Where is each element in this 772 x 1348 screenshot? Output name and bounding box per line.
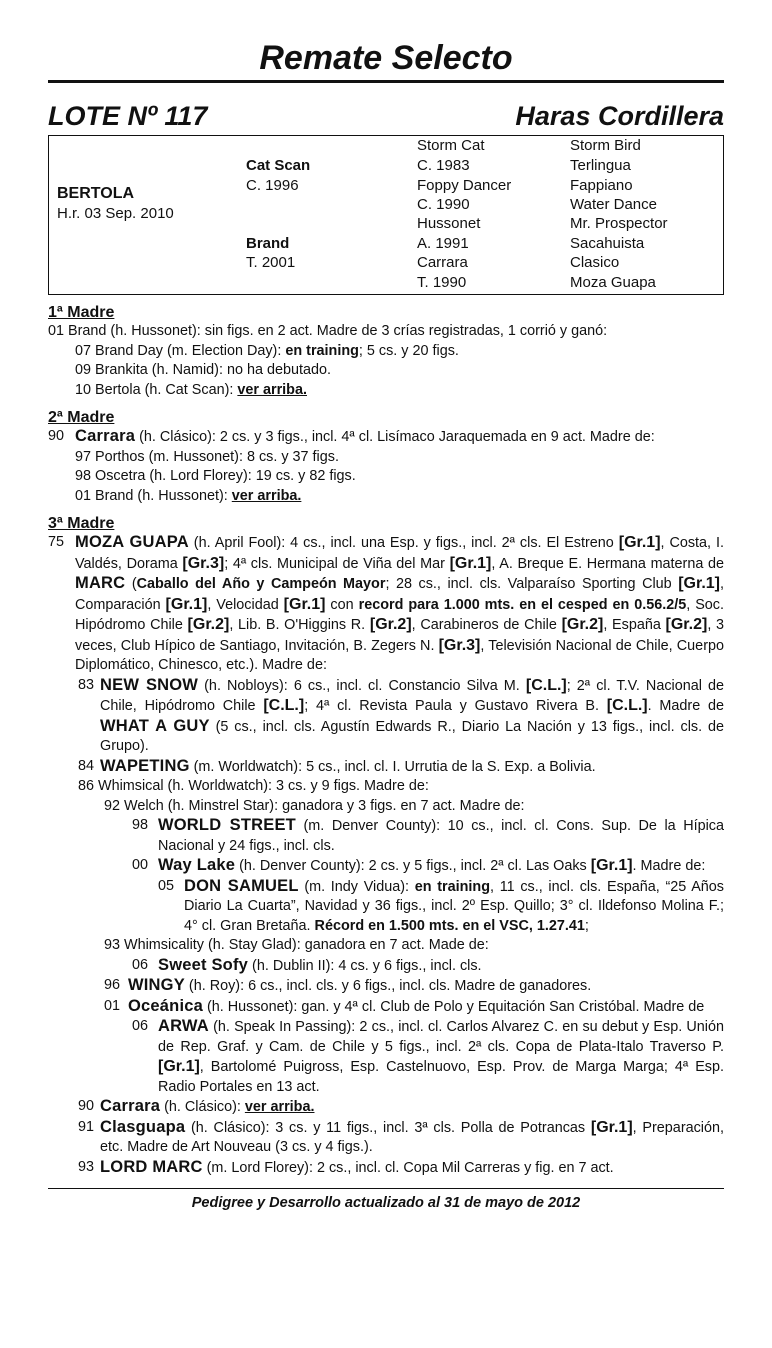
dam-dam-info: T. 1990 xyxy=(417,274,467,291)
see-above-link: ver arriba. xyxy=(231,487,302,504)
entry-line: 92 Welch (h. Minstrel Star): ganadora y 3 figs. en 7 act. Madre de: xyxy=(104,797,525,814)
section-title: 1ª Madre xyxy=(48,304,115,321)
entry-line: 06 Sweet Sofy (h. Dublin II): 4 cs. y 6 figs., incl. cls. xyxy=(132,955,482,974)
entry-line: 01 Brand (h. Hussonet): ver arriba. xyxy=(75,487,302,504)
status-text: en training xyxy=(285,342,359,359)
entry-line: 07 Brand Day (m. Election Day): en training; 5 cs. y 20 figs. xyxy=(75,342,459,359)
entry-line: 93 LORD MARC (m. Lord Florey): 2 cs., incl. cl. Copa Mil Carreras y fig. en 7 act. xyxy=(78,1157,614,1176)
footer-note: Pedigree y Desarrollo actualizado al 31 de mayo de 2012 xyxy=(191,1195,581,1211)
entry-line: 86 Whimsical (h. Worldwatch): 3 cs. y 9 figs. Madre de: xyxy=(78,778,429,794)
horse-name: ARWA xyxy=(158,1017,209,1035)
dam-dam-name: Carrara xyxy=(417,254,468,271)
entry-line: 98 Oscetra (h. Lord Florey): 19 cs. y 82 figs. xyxy=(75,468,356,484)
gen4-ancestor: Sacahuista xyxy=(570,235,645,252)
gen4-ancestor: Terlingua xyxy=(570,157,631,174)
entry-line: 90 Carrara (h. Clásico): ver arriba. xyxy=(78,1097,315,1115)
gen4-ancestor: Moza Guapa xyxy=(570,274,656,291)
entry-line: 93 Whimsicality (h. Stay Glad): ganadora en 7 act. Made de: xyxy=(104,937,489,953)
lot-number: LOTE Nº 117 xyxy=(48,101,208,131)
entry-line: 75 MOZA GUAPA (h. April Fool): 4 cs., incl. una Esp. y figs., incl. 2ª cls. El Estreno [Gr.1], Costa, I. Valdés, Dorama [Gr.3]; 4ª cls. Municipal de Viña del Mar [Gr.1], A. Breque E. Hermana materna de MARC (Caballo del Año y Campeón Mayor; 28 cs., incl. cls. Valparaíso Sporting Club [Gr.1], Comparación [Gr.1], Velocidad [Gr.1] con record para 1.000 mts. en el cesped en 0.56.2/5, Soc. Hipódromo Chile [Gr.2], Lib. B. O'Higgins R. [Gr.2], Carabineros de Chile [Gr.2], España [Gr.2], 3 veces, Club Hípico de Santiago, Invitación, B. Zegers N. [Gr.3], Televisión Nacional de Chile, Cuerpo Diplomático, Chinesco, etc.). Madre de: xyxy=(48,533,725,673)
third-dam-section xyxy=(48,514,724,1178)
first-dam-section xyxy=(48,303,724,400)
dam-sire-name: Hussonet xyxy=(417,215,481,232)
pedigree-table xyxy=(48,135,724,295)
entry-line: 91 Clasguapa (h. Clásico): 3 cs. y 11 figs., incl. 3ª cls. Polla de Potrancas [Gr.1], Preparación, etc. Madre de Art Nouveau (3 cs. y 4 figs.). xyxy=(78,1117,725,1155)
gen4-ancestor: Clasico xyxy=(570,254,620,271)
entry-line: 83 NEW SNOW (h. Nobloys): 6 cs., incl. cl. Constancio Silva M. [C.L.]; 2ª cl. T.V. Nacional de Chile, Hipódromo Chile [C.L.]; 4ª cl. Revista Paula y Gustavo Rivera B. [C.L.]. Madre de WHAT A GUY (5 cs., incl. cls. Agustín Edwards R., Diario La Nación y 13 figs., incl. cls. de Grupo). xyxy=(78,675,724,754)
lot-header xyxy=(48,101,724,131)
horse-name: Carrara xyxy=(75,427,136,445)
gen4-ancestor: Fappiano xyxy=(570,177,633,194)
entry-line: 84 WAPETING (m. Worldwatch): 5 cs., incl. cl. I. Urrutia de la S. Exp. a Bolivia. xyxy=(78,756,596,775)
horse-name: Way Lake xyxy=(158,856,236,874)
horse-name: Clasguapa xyxy=(100,1117,186,1136)
horse-name: BERTOLA xyxy=(57,185,135,202)
entry-line: 06 ARWA (h. Speak In Passing): 2 cs., incl. cl. Carlos Alvarez C. en su debut y Esp. Unión de Rep. Graf. y Cam. de Chile y 5 figs., incl. 2ª cls. Copa de Plata-Italo Traverso P. [Gr.1], Bartolomé Puigross, Esp. Castelnuovo, Esp. Prov. de Marga Marga; 4ª Esp. Radio Portales en 13 act. xyxy=(132,1017,724,1095)
page-title: Remate Selecto xyxy=(259,39,513,77)
sire-dam-info: C. 1990 xyxy=(417,196,470,213)
see-above-link: ver arriba. xyxy=(237,381,307,398)
horse-info: H.r. 03 Sep. 2010 xyxy=(57,205,174,222)
footer-divider xyxy=(48,1188,724,1189)
dam-name: Brand xyxy=(246,235,290,252)
dam-sire-info: A. 1991 xyxy=(417,235,469,252)
sire-sire-name: Storm Cat xyxy=(417,137,485,154)
horse-name: WORLD STREET xyxy=(158,816,296,834)
horse-name: Carrara xyxy=(100,1097,161,1115)
section-title: 2ª Madre xyxy=(48,409,115,426)
horse-name: DON SAMUEL xyxy=(184,876,299,895)
title-divider xyxy=(48,80,724,83)
sire-info: C. 1996 xyxy=(246,177,299,194)
second-dam-section xyxy=(48,408,724,506)
gen4-ancestor: Water Dance xyxy=(570,196,657,213)
sire-sire-info: C. 1983 xyxy=(417,157,470,174)
breeder-name: Haras Cordillera xyxy=(515,101,724,131)
sire-dam-name: Foppy Dancer xyxy=(417,177,512,194)
entry-line: 90 Carrara (h. Clásico): 2 cs. y 3 figs., incl. 4ª cl. Lisímaco Jaraquemada en 9 act. Madre de: xyxy=(48,427,655,445)
horse-name: LORD MARC xyxy=(100,1157,203,1176)
entry-line: 00 Way Lake (h. Denver County): 2 cs. y 5 figs., incl. 2ª cl. Las Oaks [Gr.1]. Madre de: xyxy=(132,856,706,874)
entry-line: 09 Brankita (h. Namid): no ha debutado. xyxy=(75,362,331,378)
horse-name: Oceánica xyxy=(128,996,203,1015)
entry-line: 97 Porthos (m. Hussonet): 8 cs. y 37 figs. xyxy=(75,448,339,465)
gen4-ancestor: Storm Bird xyxy=(570,137,641,154)
dam-info: T. 2001 xyxy=(246,254,296,271)
entry-line: 10 Bertola (h. Cat Scan): ver arriba. xyxy=(75,381,307,398)
horse-name: WAPETING xyxy=(100,756,190,775)
horse-name: Sweet Sofy xyxy=(158,955,249,974)
see-above-link: ver arriba. xyxy=(244,1099,315,1115)
horse-name: MOZA GUAPA xyxy=(75,533,189,551)
entry-line: 05 DON SAMUEL (m. Indy Vidua): en training, 11 cs., incl. cls. España, “25 Años Diario La Cuarta”, Navidad y 36 figs., incl. 2º Esp. Quillo; 3° cl. Ildefonso Molina F.; 4° cl. Gran Bretaña. Récord en 1.500 mts. en el VSC, 1.27.41; xyxy=(158,876,724,934)
entry-line: 98 WORLD STREET (m. Denver County): 10 cs., incl. cl. Cons. Sup. De la Hípica Nacional y 24 figs., incl. cls. xyxy=(132,816,724,854)
horse-name: NEW SNOW xyxy=(100,675,199,694)
entry-line: 01 Oceánica (h. Hussonet): gan. y 4ª cl. Club de Polo y Equitación San Cristóbal. Madre de xyxy=(104,996,705,1015)
horse-name: WINGY xyxy=(128,976,185,994)
sire-name: Cat Scan xyxy=(246,157,311,174)
section-title: 3ª Madre xyxy=(48,515,115,532)
entry-line: 01 Brand (h. Hussonet): sin figs. en 2 act. Madre de 3 crías registradas, 1 corrió y ganó: xyxy=(48,323,608,339)
catalog-page xyxy=(48,0,724,1211)
gen4-ancestor: Mr. Prospector xyxy=(570,215,668,232)
entry-line: 96 WINGY (h. Roy): 6 cs., incl. cls. y 6 figs., incl. cls. Madre de ganadores. xyxy=(104,976,592,994)
